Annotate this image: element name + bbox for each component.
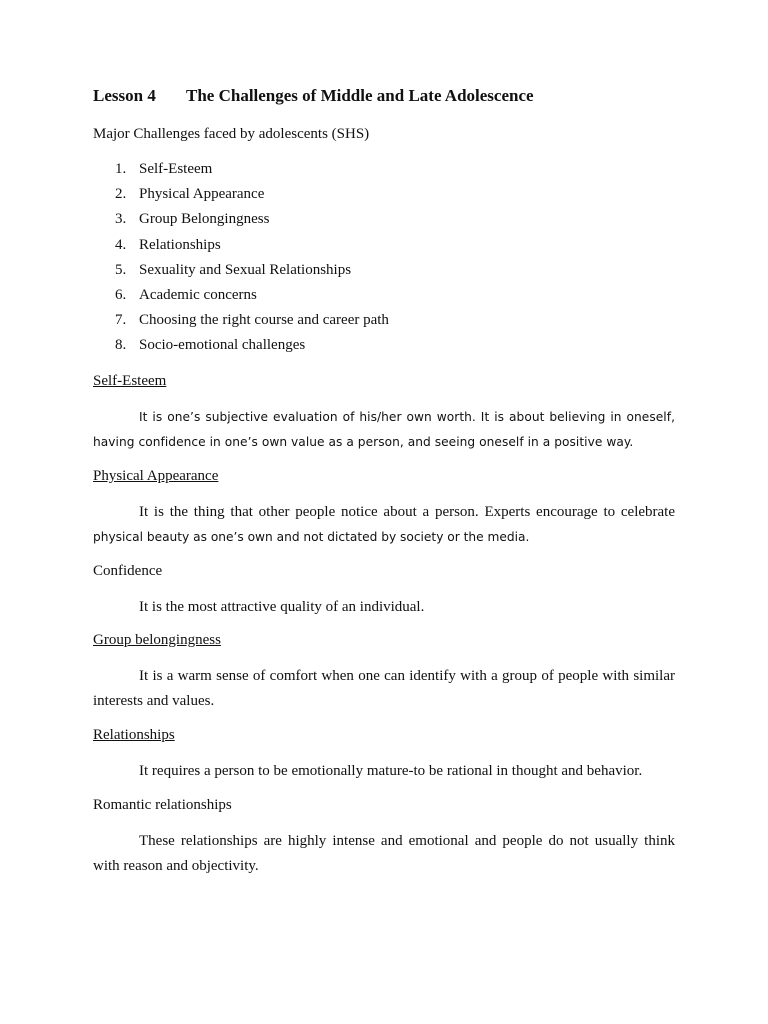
paragraph-physical-appearance: It is the thing that other people notice about a person. Experts encourage to celebrate physical beauty as one’s own and not dictated by society or the media.	[93, 504, 675, 544]
challenges-list	[115, 160, 389, 362]
lesson-name: The Challenges of Middle and Late Adolescence	[186, 86, 534, 105]
lesson-number: Lesson 4	[93, 86, 156, 105]
heading-self-esteem: Self-Esteem	[93, 373, 167, 389]
list-item: 1. Self-Esteem	[115, 161, 213, 177]
paragraph-romantic-relationships: These relationships are highly intense and emotional and people do not usually think with reason and objectivity.	[93, 833, 675, 874]
list-item: 2. Physical Appearance	[115, 186, 265, 203]
list-item: 4. Relationships	[115, 236, 221, 253]
list-item: 5. Sexuality and Sexual Relationships	[115, 261, 352, 278]
heading-relationships: Relationships	[93, 727, 175, 743]
list-item: 6. Academic concerns	[115, 286, 257, 303]
lesson-title	[93, 86, 534, 106]
heading-romantic-relationships: Romantic relationships	[93, 797, 232, 813]
challenges-intro: Major Challenges faced by adolescents (SHS)	[93, 126, 370, 142]
heading-confidence: Confidence	[93, 563, 163, 579]
paragraph-relationships: It requires a person to be emotionally mature-to be rational in thought and behavior.	[139, 763, 643, 779]
list-item: 8. Socio-emotional challenges	[115, 337, 306, 354]
list-item: 7. Choosing the right course and career path	[115, 312, 389, 329]
paragraph-group-belongingness: It is a warm sense of comfort when one can identify with a group of people with similar interests and values.	[93, 668, 675, 709]
paragraph-confidence: It is the most attractive quality of an individual.	[139, 599, 425, 615]
heading-physical-appearance: Physical Appearance	[93, 468, 219, 484]
paragraph-self-esteem: It is one’s subjective evaluation of his/her own worth. It is about believing in oneself, having confidence in one’s own value as a person, and seeing oneself in a positive way.	[93, 410, 675, 449]
heading-group-belongingness: Group belongingness	[93, 632, 221, 648]
list-item: 3. Group Belongingness	[115, 211, 270, 228]
